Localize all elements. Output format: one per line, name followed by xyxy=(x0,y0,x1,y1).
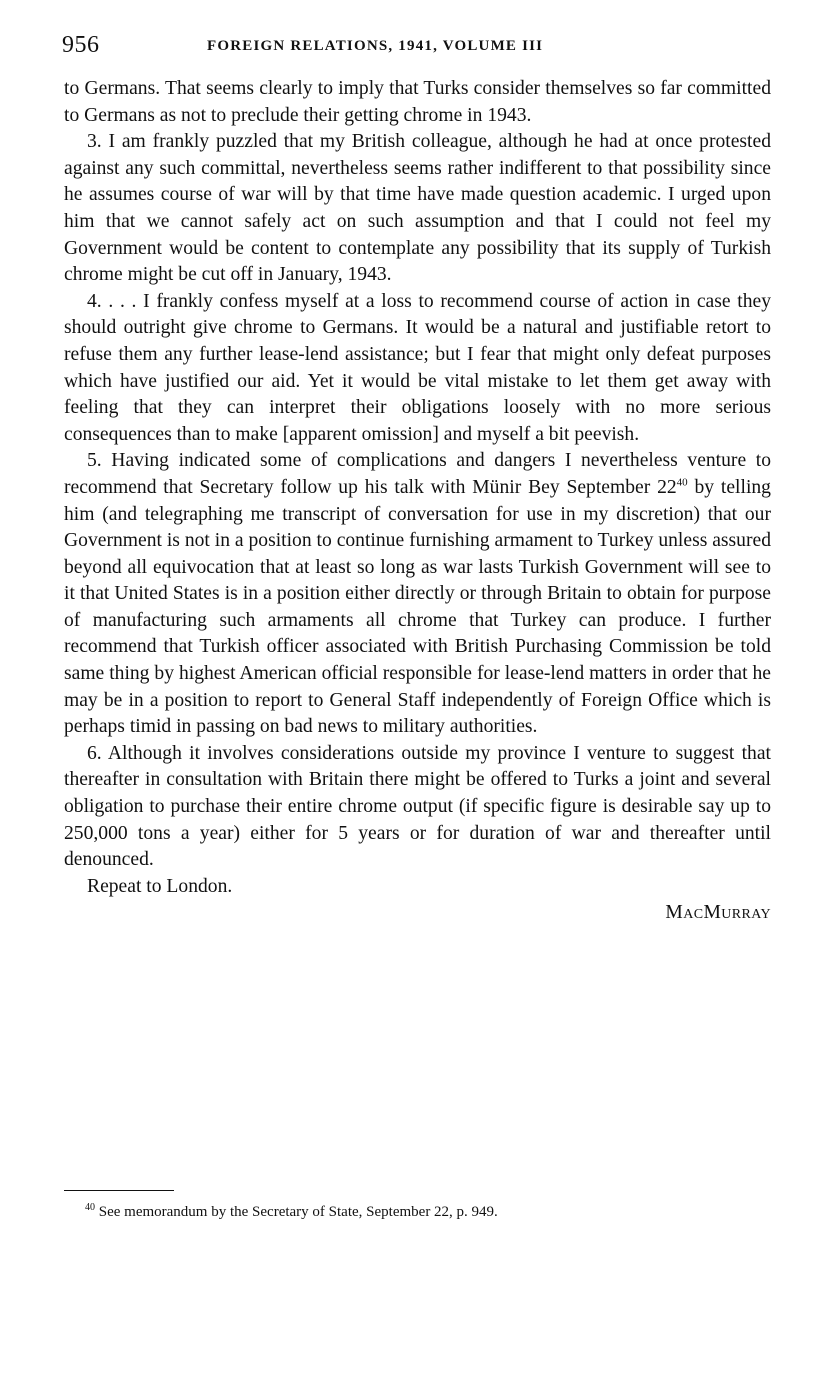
signature: MacMurray xyxy=(665,902,771,924)
paragraph-5 xyxy=(64,448,771,741)
footnote-divider xyxy=(64,1190,174,1191)
paragraph-5-part-b: by telling him (and telegraphing me transcript of conversation for use in my discretion) that our Government is not in a position to continue furnishing armament to Turkey unless assured beyond all equivocation that at least so long as war lasts Turkish Government will see to it that United States is in a position either directly or through Britain to obtain for purpose of manufacturing such armaments all chrome that Turkey can produce. I further recommend that Turkish officer associated with British Purchasing Commission be told same thing by highest American official responsible for lease-lend matters in order that he may be in a position to report to General Staff independently of Foreign Office which is perhaps timid in passing on bad news to military authorities. xyxy=(64,476,771,738)
running-head: FOREIGN RELATIONS, 1941, VOLUME III xyxy=(207,38,544,54)
paragraph-5-part-a: 5. Having indicated some of complications and dangers I nevertheless venture to recommend that Secretary follow up his talk with Münir Bey September 22 xyxy=(64,450,771,498)
footnote-marker: 40 xyxy=(85,1202,95,1213)
page-header xyxy=(62,32,772,62)
paragraph-4: 4. . . . I frankly confess myself at a loss to recommend course of action in case they should outright give chrome to Germans. It would be a natural and justifiable retort to refuse them any further lease-lend assistance; but I fear that might only defeat purposes which have justified our aid. Yet it would be vital mistake to let them get away with feeling that they can interpret their obligations loosely with no more serious consequences than to make [apparent omission] and myself a bit peevish. xyxy=(64,290,771,445)
repeat-instruction: Repeat to London. xyxy=(87,875,233,897)
footnote-text: See memorandum by the Secretary of State, September 22, p. 949. xyxy=(95,1204,498,1220)
footnote xyxy=(85,1198,775,1222)
paragraph-continued: to Germans. That seems clearly to imply that Turks consider themselves so far committed to Germans as not to preclude their getting chrome in 1943. xyxy=(64,78,771,126)
page-number: 956 xyxy=(62,32,100,58)
footnote-reference[interactable]: 40 xyxy=(676,476,688,489)
paragraph-3: 3. I am frankly puzzled that my British colleague, although he had at once protested against any such committal, nevertheless seems rather indifferent to that possibility since he assumes course of war will by that time have made question academic. I urged upon him that we cannot safely act on such assumption and that I could not feel my Government would be content to contemplate any possibility that its supply of Turkish chrome might be cut off in January, 1943. xyxy=(64,131,771,286)
paragraph-6: 6. Although it involves considerations outside my province I venture to suggest that thereafter in consultation with Britain there might be offered to Turks a joint and several obligation to purchase their entire chrome output (if specific figure is desirable say up to 250,000 tons a year) either for 5 years or for duration of war and thereafter until denounced. xyxy=(64,742,771,871)
telegram-body xyxy=(64,76,771,927)
